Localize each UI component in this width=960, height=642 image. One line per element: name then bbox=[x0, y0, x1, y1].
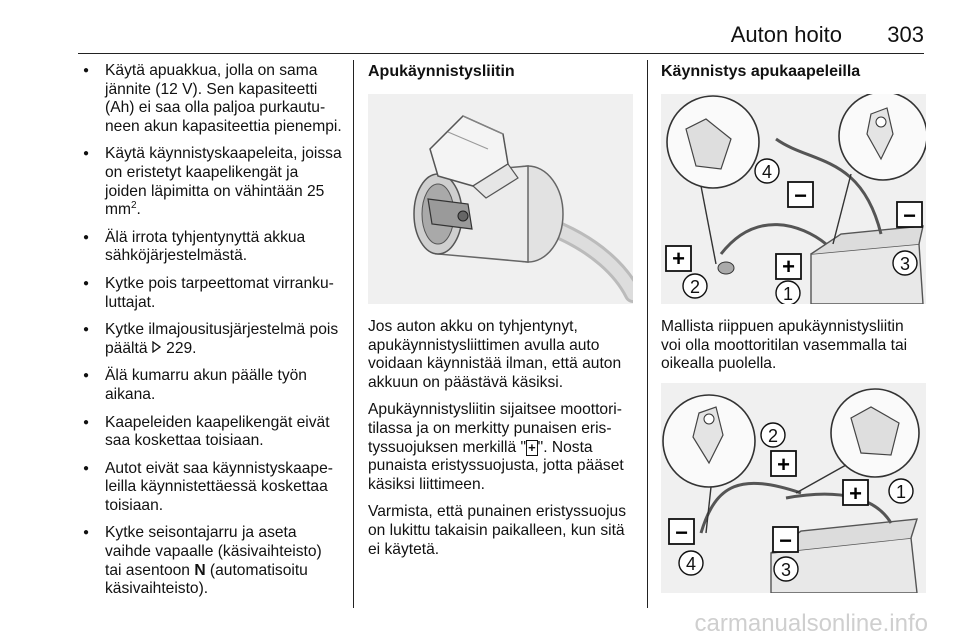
minus-label: − bbox=[903, 203, 916, 228]
minus-label: − bbox=[779, 527, 792, 553]
page-reference-arrow-icon[interactable] bbox=[152, 340, 162, 357]
jump-start-diagram-left bbox=[661, 94, 926, 304]
plus-symbol: + bbox=[528, 439, 536, 455]
gear-position-n: N bbox=[194, 561, 206, 579]
minus-label: − bbox=[794, 183, 807, 208]
callout-4: 4 bbox=[761, 162, 773, 182]
list-item bbox=[78, 62, 342, 136]
list-item-text: Kytke ilmajousitusjärjestelmä pois päältä bbox=[105, 321, 339, 357]
list-item bbox=[78, 145, 342, 219]
list-item bbox=[78, 321, 342, 358]
page-header bbox=[0, 0, 960, 60]
page-number: 303 bbox=[887, 22, 924, 47]
callout-2: 2 bbox=[767, 425, 779, 446]
paragraph-text: Apukäynnistysliitin sijaitsee moottoritilassa ja on merkitty punaisen eristyssuojuksen merkillä " bbox=[368, 401, 622, 456]
watermark: carmanualsonline.info bbox=[694, 610, 928, 637]
jump-start-terminal-illustration bbox=[368, 94, 633, 304]
list-item-text: (automatisoitu käsivaihteisto). bbox=[105, 561, 308, 598]
paragraph: Varmista, että punainen eristyssuojus on lukittu takaisin paikalleen, kun sitä ei käytetä. bbox=[368, 503, 627, 558]
callout-2: 2 bbox=[689, 277, 701, 297]
plus-label: + bbox=[849, 480, 862, 506]
list-item-text: Älä kumarru akun päälle työn aikana. bbox=[105, 367, 307, 403]
plus-label: + bbox=[777, 451, 790, 477]
minus-label: − bbox=[675, 519, 688, 545]
column-divider-1 bbox=[353, 60, 354, 608]
callout-3: 3 bbox=[899, 254, 911, 274]
paragraph: Jos auton akku on tyhjentynyt, apukäynnistysliittimen avulla auto voidaan käynnistää ilman, että auton akkuun on päästävä käsiksi. bbox=[368, 318, 622, 391]
section-title: Auton hoito bbox=[730, 22, 842, 47]
list-item-text: Käytä apuakkua, jolla on sama jännite (12 V). Sen kapasiteetti (Ah) ei saa olla paljoa purkautuneen akun kapasiteettia pienempi. bbox=[105, 62, 342, 135]
list-item bbox=[78, 367, 342, 404]
heading-jump-start-terminal: Apukäynnistysliitin bbox=[368, 63, 515, 80]
column-2 bbox=[368, 62, 633, 568]
list-item-text: Kytke pois tarpeettomat virrankuluttajat. bbox=[105, 274, 334, 311]
list-item-text: Älä irrota tyhjentynyttä akkua sähköjärjestelmästä. bbox=[105, 228, 306, 265]
page-reference-link[interactable]: 229. bbox=[161, 339, 197, 357]
list-item bbox=[78, 524, 342, 598]
list-item bbox=[78, 414, 342, 451]
callout-3: 3 bbox=[780, 559, 792, 580]
header-rule bbox=[78, 53, 924, 54]
precautions-list bbox=[78, 62, 342, 599]
callout-4: 4 bbox=[685, 553, 697, 574]
list-item bbox=[78, 229, 342, 266]
list-item-text: Autot eivät saa käynnistyskaapeleilla käynnistettäessä koskettaa toisiaan. bbox=[105, 459, 333, 514]
callout-1: 1 bbox=[782, 284, 794, 304]
list-item-text: . bbox=[136, 201, 141, 219]
column-1 bbox=[78, 62, 342, 608]
list-item bbox=[78, 275, 342, 312]
figure-caption: Mallista riippuen apukäynnistysliitin voi olla moottoritilan vasemmalla tai oikealla puolella. bbox=[661, 318, 908, 373]
superscript: 2 bbox=[130, 199, 137, 211]
list-item-text: Käytä käynnistyskaapeleita, joissa on eristetyt kaapelikengät ja joiden läpimitta on vähintään 25 mm bbox=[105, 145, 342, 219]
column-divider-2 bbox=[647, 60, 648, 608]
list-item bbox=[78, 460, 342, 516]
jump-start-diagram-right bbox=[661, 383, 926, 593]
column-3 bbox=[661, 62, 926, 607]
list-item-text: Kytke seisontajarru ja aseta vaihde vapaalle (käsivaihteisto) tai asentoon bbox=[105, 524, 322, 579]
plus-label: + bbox=[672, 246, 685, 271]
callout-1: 1 bbox=[895, 481, 907, 502]
paragraph-text: ". Nosta punaista eristyssuojusta, jotta pääset käsiksi liittimeen. bbox=[368, 438, 624, 493]
heading-jump-starting: Käynnistys apukaapeleilla bbox=[661, 63, 861, 80]
paragraph bbox=[368, 401, 633, 494]
list-item-text: Kaapeleiden kaapelikengät eivät saa koskettaa toisiaan. bbox=[105, 413, 330, 450]
plus-label: + bbox=[782, 254, 795, 279]
